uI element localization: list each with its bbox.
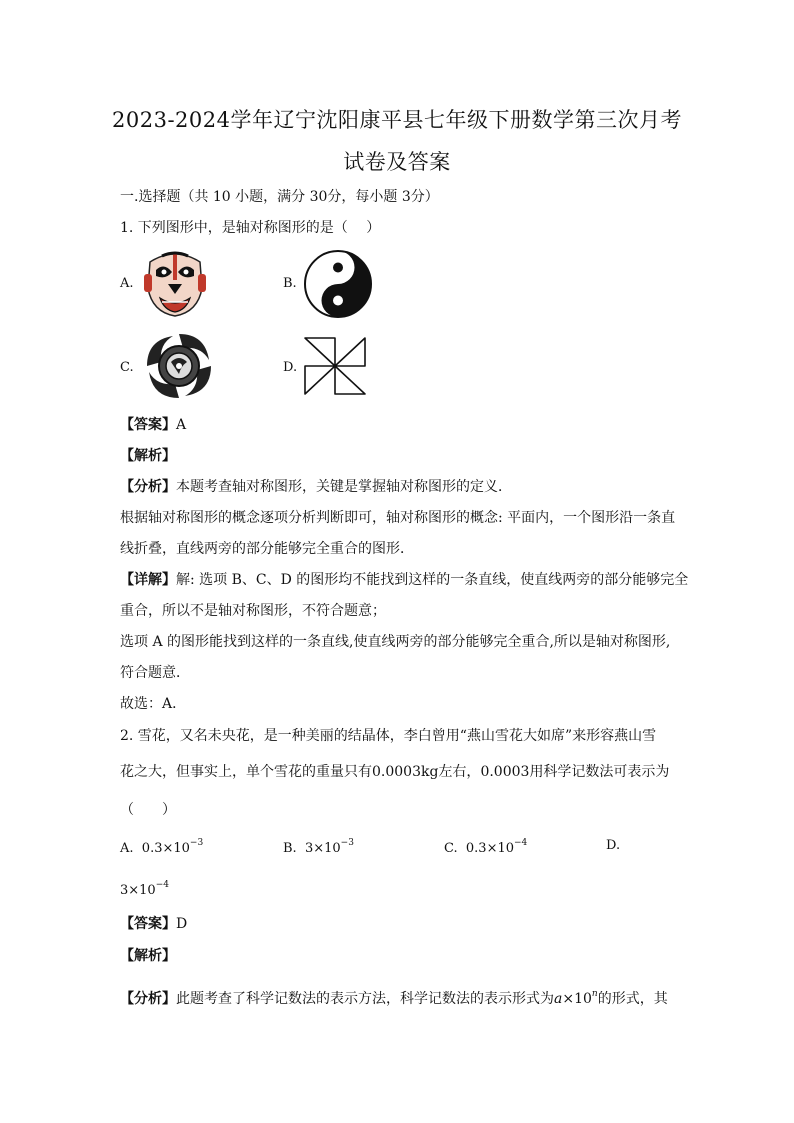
fenxi-text: 本题考查轴对称图形，关键是掌握轴对称图形的定义． (176, 479, 512, 495)
q2-fenxi (120, 984, 668, 1009)
q2-answer-value: D (176, 916, 188, 932)
q2-option-b-exp: −3 (340, 838, 354, 848)
q1-detail-line3: 选项 A 的图形能找到这样的一条直线,使直线两旁的部分能够完全重合,所以是轴对称图形, (120, 634, 671, 650)
q2-option-b-base: 3×10 (304, 841, 341, 856)
q1-para2-line2: 线折叠，直线两旁的部分能够完全重合的图形． (120, 541, 414, 557)
q1-stem: 1. 下列图形中，是轴对称图形的是（ ） (120, 220, 381, 236)
q2-option-d-label: D. (606, 838, 621, 853)
q2-option-a-exp: −3 (189, 838, 204, 848)
q2-option-b-label: B. (283, 841, 297, 856)
q2-analysis-tag: 【解析】 (120, 948, 176, 964)
q2-stem-text-c: 左右， (438, 764, 481, 780)
q1-answer (120, 415, 186, 435)
title-line-1: 2023-2024学年辽宁沈阳康平县七年级下册数学第三次月考 (112, 108, 682, 132)
q1-detail-line1 (120, 570, 688, 590)
q1-option-a-label: A. (120, 276, 134, 291)
swirl-flower-icon (143, 330, 215, 402)
title-line-2: 试卷及答案 (343, 150, 451, 174)
q2-option-d-exp: −4 (155, 880, 169, 890)
q1-fenxi (120, 477, 512, 497)
q2-option-b (283, 838, 354, 856)
section-heading: 一.选择题（共 10 小题，满分 30分，每小题 3分） (120, 189, 439, 205)
q1-option-c-label: C. (120, 360, 134, 375)
q1-analysis-tag: 【解析】 (120, 448, 176, 464)
opera-mask-icon (142, 248, 208, 318)
q2-option-d-value (120, 880, 169, 898)
answer-tag: 【答案】 (120, 417, 176, 433)
fenxi-tag: 【分析】 (120, 479, 176, 495)
q2-fenxi-math-a: a (554, 991, 563, 1007)
q2-fenxi-math-exp: n (591, 989, 598, 999)
answer-value: A (176, 417, 187, 433)
q2-stem-text-a: 花之大，但事实上，单个雪花的重量只有 (120, 764, 372, 780)
q2-option-a-base: 0.3×10 (141, 841, 190, 856)
q2-fenxi-tag: 【分析】 (120, 991, 176, 1007)
q1-para2-line1: 根据轴对称图形的概念逐项分析判断即可，轴对称图形的概念: 平面内，一个图形沿一条直 (120, 510, 676, 526)
q2-option-d-base: 3×10 (120, 883, 156, 898)
q2-fenxi-math-b: ×10 (562, 991, 592, 1007)
q2-option-a (120, 838, 203, 856)
q2-answer-tag: 【答案】 (120, 916, 176, 932)
q2-stem-line1: 2. 雪花，又名未央花，是一种美丽的结晶体，李白曾用“燕山雪花大如席”来形容燕山雪 (120, 728, 657, 744)
q2-stem-line2 (120, 762, 669, 782)
q2-option-c-label: C. (444, 841, 458, 856)
q2-option-c (444, 838, 527, 856)
pinwheel-icon (303, 336, 367, 396)
detail-text-1: 解: 选项 B、C、D 的图形均不能找到这样的一条直线，使直线两旁的部分能够完全 (176, 572, 689, 588)
q2-answer (120, 914, 187, 934)
detail-tag: 【详解】 (120, 572, 176, 588)
q1-detail-line4: 符合题意． (120, 665, 190, 681)
q2-stem-text-e: 用科学记数法可表示为 (529, 764, 670, 780)
q2-fenxi-text-a: 此题考查了科学记数法的表示方法，科学记数法的表示形式为 (176, 991, 554, 1007)
q1-choose: 故选：A． (120, 696, 187, 712)
q2-stem-line3: （ ） (120, 802, 176, 818)
q2-fenxi-text-b: 的形式，其 (597, 991, 668, 1007)
yin-yang-icon (303, 249, 373, 319)
q2-stem-number: 0.0003 (480, 764, 530, 780)
q1-option-d-label: D. (283, 360, 298, 375)
q1-detail-line2: 重合，所以不是轴对称图形，不符合题意； (120, 603, 386, 619)
q2-stem-mass: 0.0003kg (372, 764, 439, 780)
q2-option-c-exp: −4 (514, 838, 528, 848)
q2-option-c-base: 0.3×10 (465, 841, 514, 856)
q2-option-a-label: A. (120, 841, 134, 856)
q1-option-b-label: B. (283, 276, 297, 291)
